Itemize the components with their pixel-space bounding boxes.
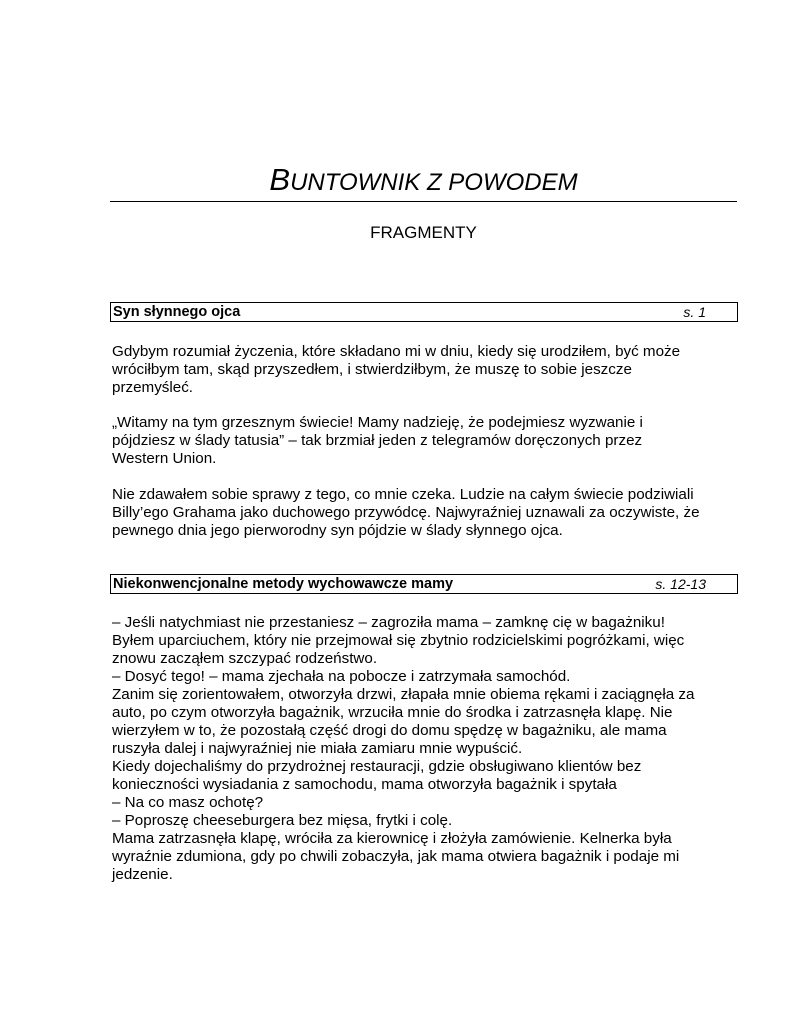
document-subtitle: FRAGMENTY [370, 223, 477, 242]
text-line: Mama zatrzasnęła klapę, wróciła za kierownicę i złożyła zamówienie. Kelnerka była [112, 830, 672, 847]
document-title-rest: UNTOWNIK Z POWODEM [290, 169, 578, 196]
section-header-1 [110, 302, 738, 322]
text-line: auto, po czym otworzyła bagażnik, wrzuciła mnie do środka i zatrzasnęła klapę. Nie [112, 704, 673, 721]
document-title [110, 164, 737, 195]
text-line: jedzenie. [112, 866, 173, 883]
text-line: wyraźnie zdumiona, gdy po chwili zobaczyła, jak mama otwiera bagażnik i podaje mi [112, 848, 680, 865]
text-line: Kiedy dojechaliśmy do przydrożnej restauracji, gdzie obsługiwano klientów bez [112, 758, 642, 775]
text-line: – Dosyć tego! – mama zjechała na pobocze i zatrzymała samochód. [112, 668, 571, 685]
text-line: ruszyła dalej i najwyraźniej nie miała zamiaru mnie wypuścić. [112, 740, 523, 757]
paragraph [112, 343, 730, 397]
text-line: „Witamy na tym grzesznym świecie! Mamy nadzieję, że podejmiesz wyzwanie i [112, 414, 643, 431]
text-line: pewnego dnia jego pierworodny syn pójdzie w ślady słynnego ojca. [112, 522, 563, 539]
text-line: wierzyłem w to, że pozostałą część drogi do domu spędzę w bagażniku, ale mama [112, 722, 667, 739]
document-title-initial: B [269, 162, 291, 197]
paragraph [112, 414, 730, 468]
section-header-2 [110, 574, 738, 594]
text-line: – Na co masz ochotę? [112, 794, 264, 811]
text-line: Zanim się zorientowałem, otworzyła drzwi, złapała mnie obiema rękami i zaciągnęła za [112, 686, 695, 703]
text-line: pójdziesz w ślady tatusia” – tak brzmiał jeden z telegramów doręczonych przez [112, 432, 643, 449]
text-line: Nie zdawałem sobie sprawy z tego, co mnie czeka. Ludzie na całym świecie podziwiali [112, 486, 694, 503]
title-divider [110, 201, 737, 202]
text-line: Western Union. [112, 450, 217, 467]
text-line: Byłem uparciuchem, który nie przejmował się zbytnio rodzicielskimi pogróżkami, więc [112, 632, 685, 649]
text-line: – Jeśli natychmiast nie przestaniesz – zagroziła mama – zamknę cię w bagażniku! [112, 614, 665, 631]
text-line: Gdybym rozumiał życzenia, które składano mi w dniu, kiedy się urodziłem, być może [112, 343, 681, 360]
text-line: konieczności wysiadania z samochodu, mama otworzyła bagażnik i spytała [112, 776, 617, 793]
section-page-ref: s. 12-13 [655, 576, 706, 592]
section-page-ref: s. 1 [683, 304, 706, 320]
text-line: – Poproszę cheeseburgera bez mięsa, frytki i colę. [112, 812, 453, 829]
text-line: znowu zacząłem szczypać rodzeństwo. [112, 650, 378, 667]
text-line: wróciłbym tam, skąd przyszedłem, i stwierdziłbym, że muszę to sobie jeszcze [112, 361, 632, 378]
text-line: Billy’ego Grahama jako duchowego przywódcę. Najwyraźniej uznawali za oczywiste, że [112, 504, 700, 521]
paragraph [112, 614, 730, 884]
section-title: Syn słynnego ojca [113, 304, 241, 320]
paragraph [112, 486, 730, 540]
section-title: Niekonwencjonalne metody wychowawcze mamy [113, 576, 454, 592]
text-line: przemyśleć. [112, 379, 194, 396]
